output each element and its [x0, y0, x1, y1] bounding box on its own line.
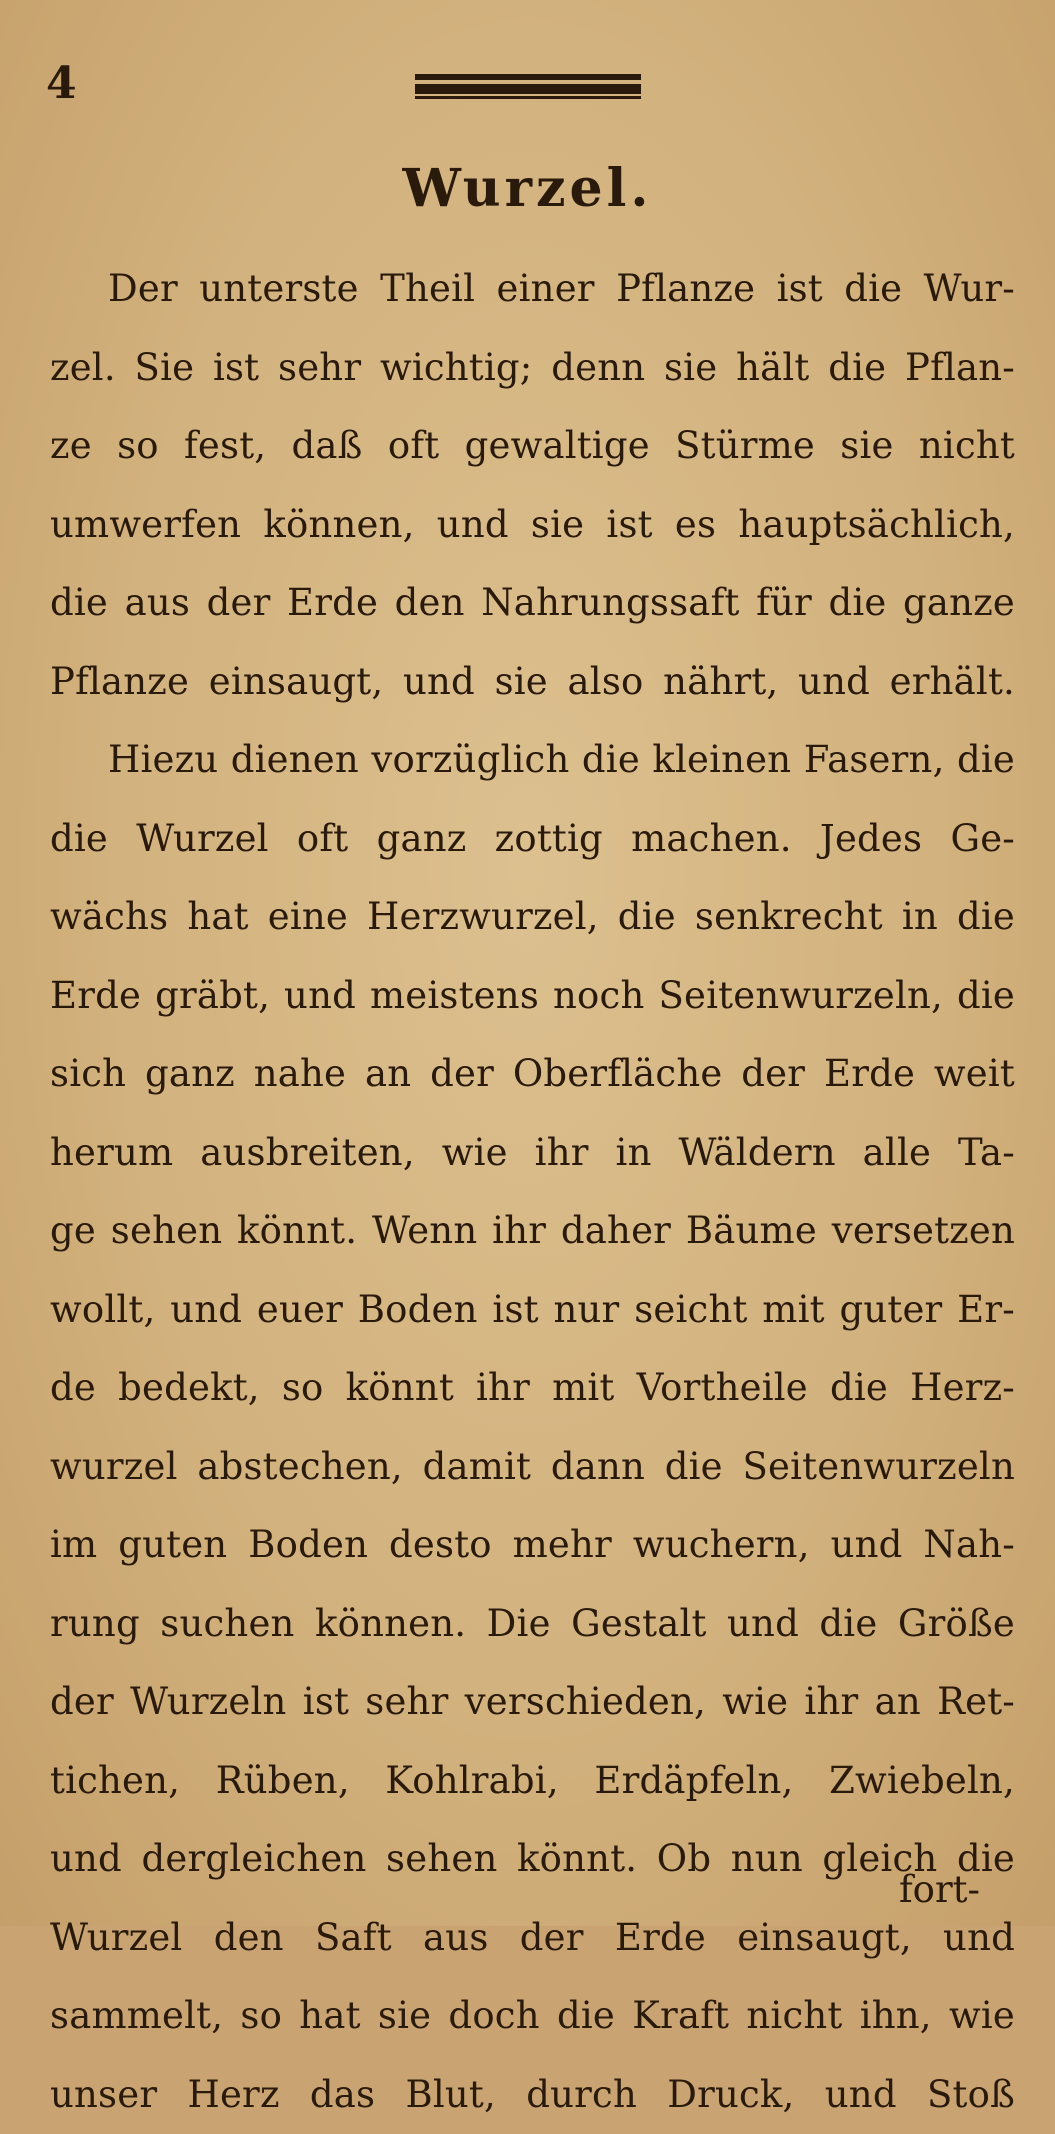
text-line: Wurzel den Saft aus der Erde einsaugt, und — [50, 1899, 1015, 1978]
text-line: im guten Boden desto mehr wuchern, und Nah- — [50, 1506, 1015, 1585]
catchword: fort- — [899, 1868, 980, 1911]
text-line: wurzel abstechen, damit dann die Seitenwurzeln — [50, 1428, 1015, 1507]
text-line: der Wurzeln ist sehr verschieden, wie ihr an Ret- — [50, 1663, 1015, 1742]
text-line: wächs hat eine Herzwurzel, die senkrecht in die — [50, 878, 1015, 957]
text-line: umwerfen können, und sie ist es hauptsächlich, — [50, 486, 1015, 565]
section-heading: Wurzel. — [0, 158, 1055, 219]
text-line: tichen, Rüben, Kohlrabi, Erdäpfeln, Zwiebeln, — [50, 1742, 1015, 1821]
text-line: Der unterste Theil einer Pflanze ist die Wur- — [50, 250, 1015, 329]
text-line: ge sehen könnt. Wenn ihr daher Bäume versetzen — [50, 1192, 1015, 1271]
text-line: wollt, und euer Boden ist nur seicht mit guter Er- — [50, 1271, 1015, 1350]
text-line: sich ganz nahe an der Oberfläche der Erde weit — [50, 1035, 1015, 1114]
text-line: rung suchen können. Die Gestalt und die Größe — [50, 1585, 1015, 1664]
text-line: Pflanze einsaugt, und sie also nährt, und erhält. — [50, 643, 1015, 722]
text-line: die aus der Erde den Nahrungssaft für die ganze — [50, 564, 1015, 643]
rule-line-bottom — [415, 96, 641, 99]
text-line: und dergleichen sehen könnt. Ob nun gleich die — [50, 1820, 1015, 1899]
text-line: sammelt, so hat sie doch die Kraft nicht ihn, wie — [50, 1977, 1015, 2056]
text-line: zel. Sie ist sehr wichtig; denn sie hält die Pflan- — [50, 329, 1015, 408]
ornamental-rule — [415, 74, 641, 100]
text-line: die Wurzel oft ganz zottig machen. Jedes Ge- — [50, 800, 1015, 879]
rule-line-top — [415, 74, 641, 80]
text-line: unser Herz das Blut, durch Druck, und Stoß — [50, 2056, 1015, 2134]
text-line: Erde gräbt, und meistens noch Seitenwurzeln, die — [50, 957, 1015, 1036]
text-line: Hiezu dienen vorzüglich die kleinen Fasern, die — [50, 721, 1015, 800]
text-line: herum ausbreiten, wie ihr in Wäldern alle Ta- — [50, 1114, 1015, 1193]
text-line: ze so fest, daß oft gewaltige Stürme sie nicht — [50, 407, 1015, 486]
body-text — [50, 250, 1015, 2134]
rule-line-middle — [415, 84, 641, 94]
text-line: de bedekt, so könnt ihr mit Vortheile die Herz- — [50, 1349, 1015, 1428]
page-number: 4 — [46, 58, 77, 109]
